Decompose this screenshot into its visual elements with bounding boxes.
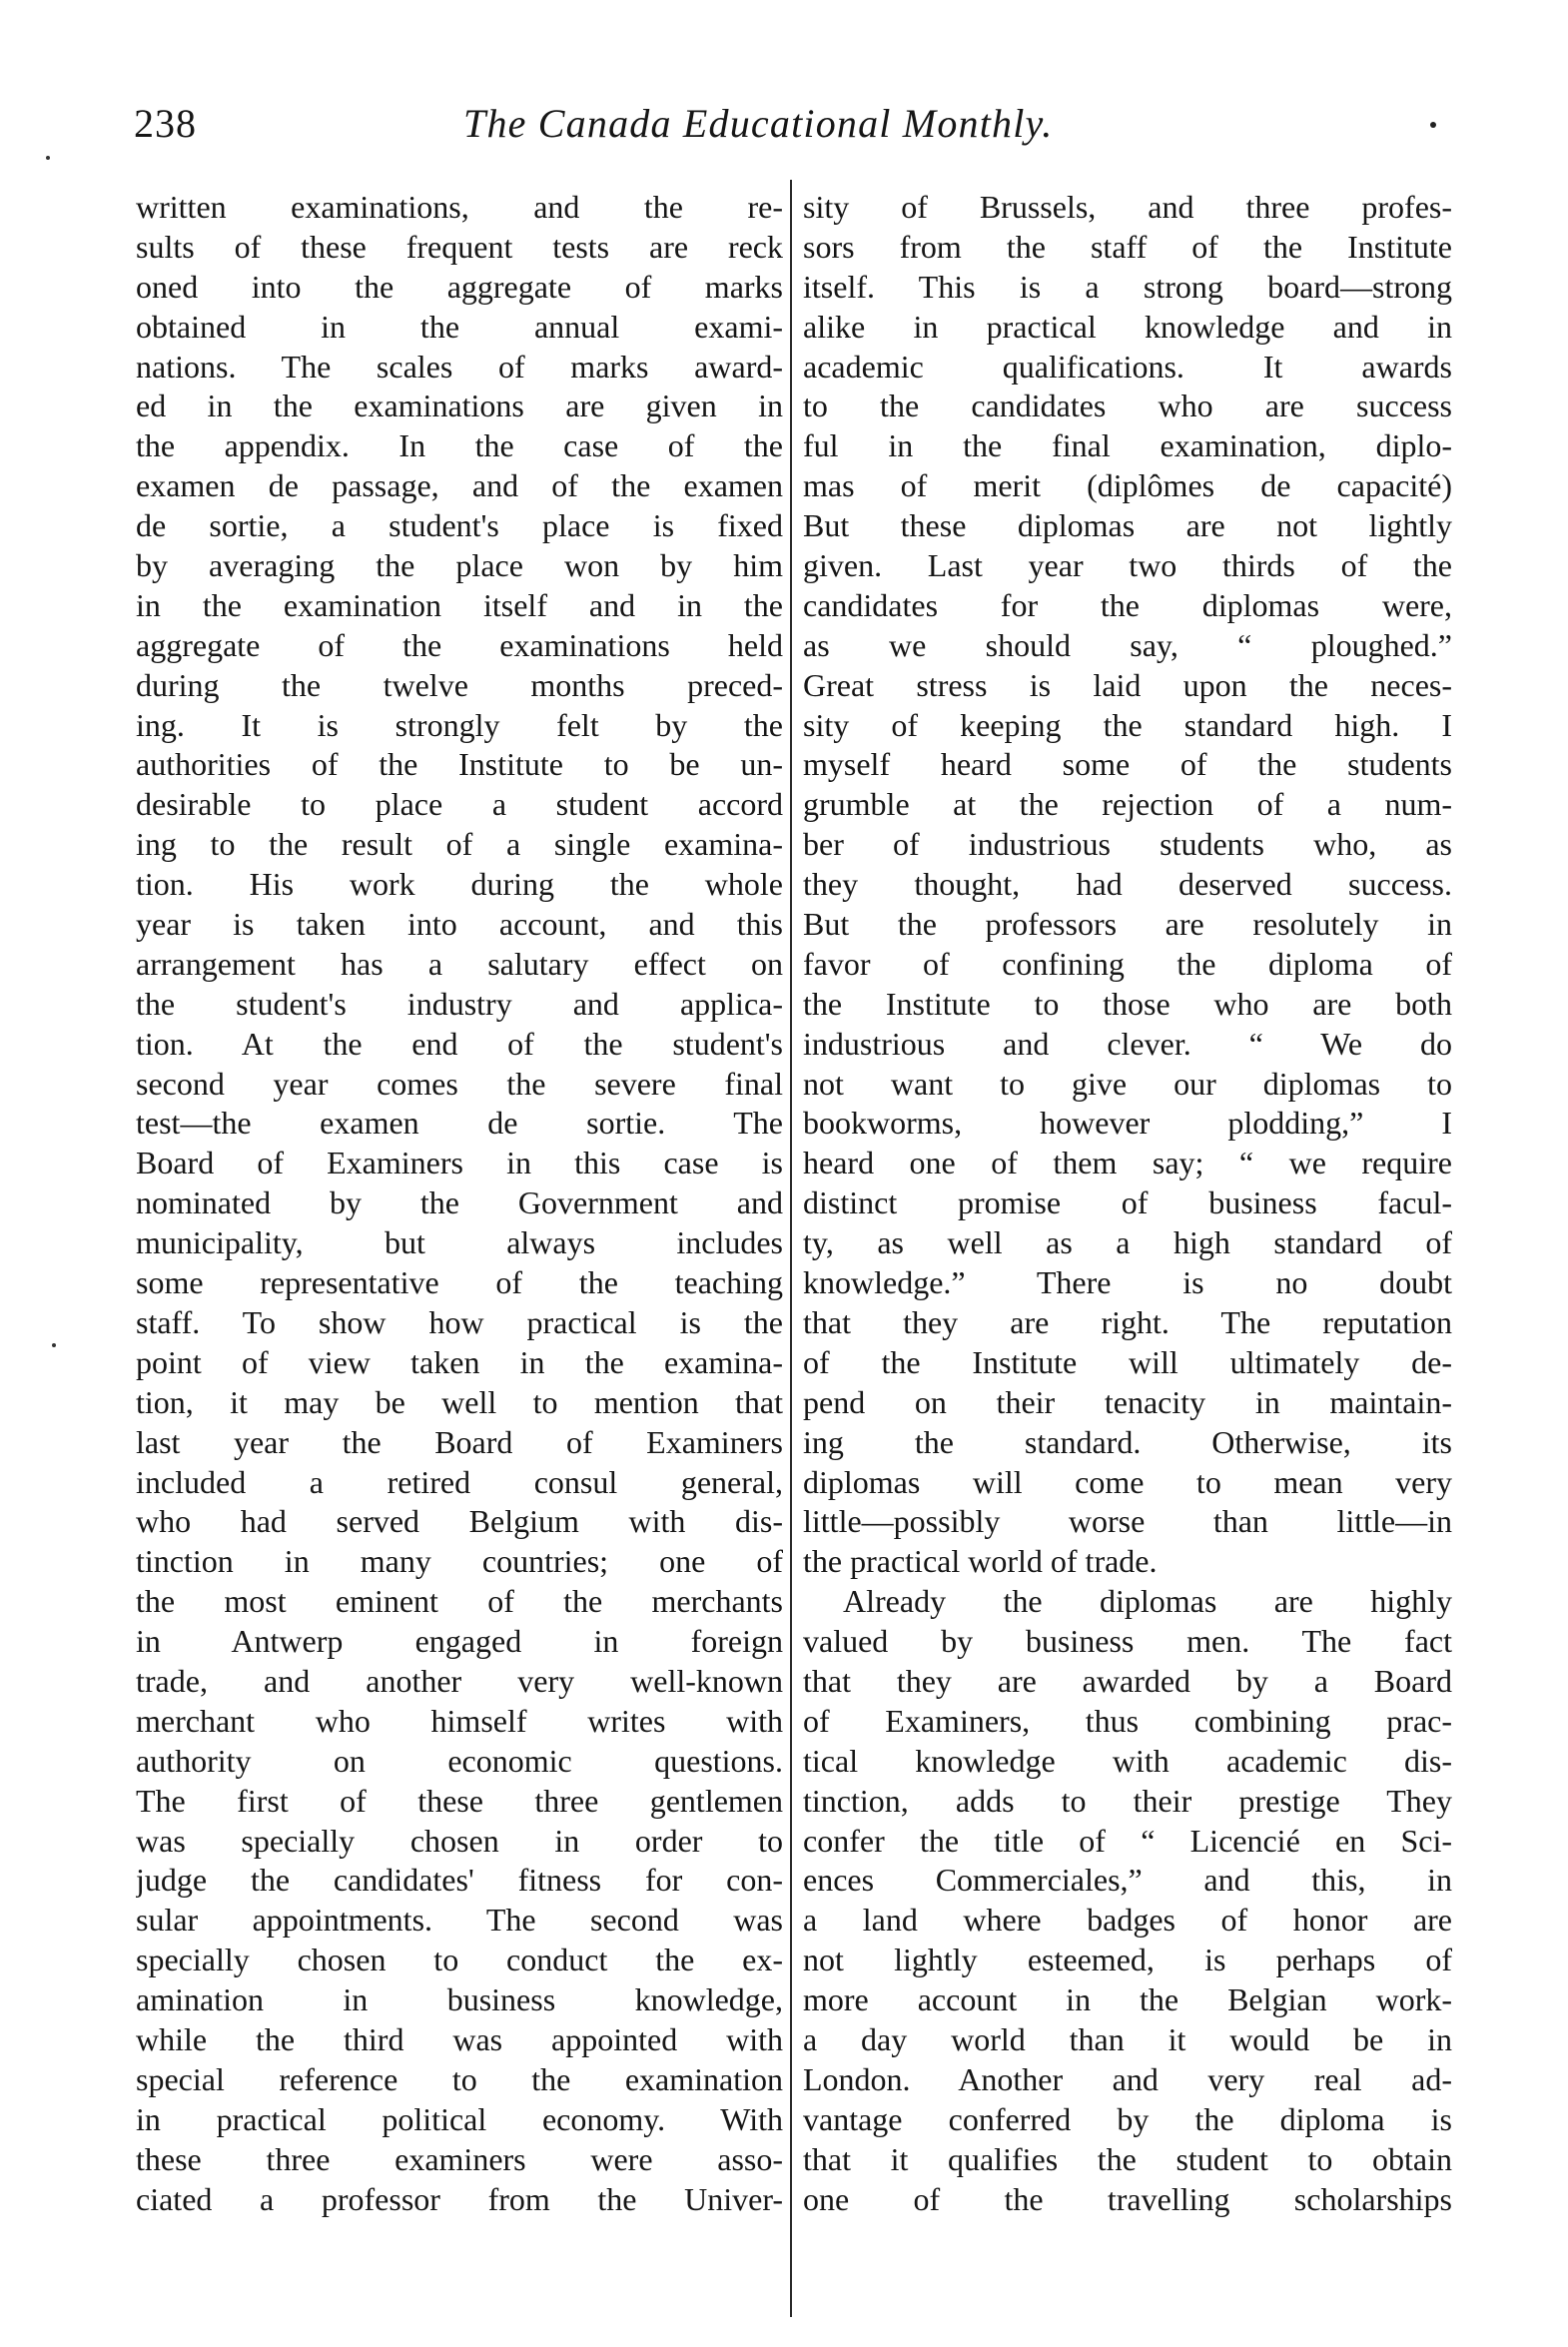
text-line: in Antwerp engaged in foreign <box>136 1623 783 1660</box>
text-line: that they are awarded by a Board <box>803 1662 1452 1699</box>
text-line: who had served Belgium with dis- <box>136 1503 783 1540</box>
text-line: the practical world of trade. <box>803 1543 1158 1580</box>
text-line: de sortie, a student's place is fixed <box>136 507 783 544</box>
text-line: some representative of the teaching <box>136 1264 783 1301</box>
text-line: the Institute to those who are both <box>803 985 1452 1022</box>
text-line: itself. This is a strong board—strong <box>803 268 1452 305</box>
text-line: last year the Board of Examiners <box>136 1423 783 1460</box>
text-line: judge the candidates' fitness for con- <box>136 1862 783 1899</box>
text-line: written examinations, and the re- <box>136 189 783 225</box>
right-text-column <box>803 188 1452 2219</box>
text-line: these three examiners were asso- <box>136 2140 783 2177</box>
text-line: nominated by the Government and <box>136 1184 783 1221</box>
text-line: nations. The scales of marks award- <box>136 348 783 385</box>
text-line: Great stress is laid upon the neces- <box>803 666 1452 703</box>
text-line: But these diplomas are not lightly <box>803 507 1452 544</box>
text-line: sors from the staff of the Institute <box>803 228 1452 265</box>
text-line: obtained in the annual exami- <box>136 308 783 345</box>
text-line: was specially chosen in order to <box>136 1822 783 1859</box>
text-line: But the professors are resolutely in <box>803 906 1452 943</box>
text-line: tinction in many countries; one of <box>136 1543 783 1580</box>
text-line: second year comes the severe final <box>136 1065 783 1102</box>
text-line: alike in practical knowledge and in <box>803 308 1452 345</box>
text-line: tinction, adds to their prestige They <box>803 1782 1452 1819</box>
margin-speck <box>46 156 50 160</box>
text-line: diplomas will come to mean very <box>803 1463 1452 1500</box>
text-line: test—the examen de sortie. The <box>136 1105 783 1142</box>
text-line: favor of confining the diploma of <box>803 945 1452 982</box>
text-line: special reference to the examination <box>136 2060 783 2097</box>
text-line: heard one of them say; “ we require <box>803 1145 1452 1181</box>
text-line: not want to give our diplomas to <box>803 1065 1452 1102</box>
text-line: knowledge.” There is no doubt <box>803 1264 1452 1301</box>
text-line: a land where badges of honor are <box>803 1902 1452 1939</box>
text-line: distinct promise of business facul- <box>803 1184 1452 1221</box>
text-line: little—possibly worse than little—in <box>803 1503 1452 1540</box>
text-line: by averaging the place won by him <box>136 547 783 584</box>
text-line: sular appointments. The second was <box>136 1902 783 1939</box>
text-line: while the third was appointed with <box>136 2020 783 2057</box>
text-line: as we should say, “ ploughed.” <box>803 626 1452 663</box>
text-line: in the examination itself and in the <box>136 586 783 623</box>
running-title: The Canada Educational Monthly. <box>463 101 1054 146</box>
margin-speck <box>52 1343 56 1347</box>
text-line: not lightly esteemed, is perhaps of <box>803 1942 1452 1978</box>
text-line: staff. To show how practical is the <box>136 1303 783 1340</box>
text-line: examen de passage, and of the examen <box>136 467 783 504</box>
text-line: ciated a professor from the Univer- <box>136 2180 783 2217</box>
text-line: pend on their tenacity in maintain- <box>803 1383 1452 1420</box>
text-line: The first of these three gentlemen <box>136 1782 783 1819</box>
text-line: industrious and clever. “ We do <box>803 1025 1452 1062</box>
text-line: that it qualifies the student to obtain <box>803 2140 1452 2177</box>
text-line: specially chosen to conduct the ex- <box>136 1942 783 1978</box>
text-line: arrangement has a salutary effect on <box>136 945 783 982</box>
text-line: ful in the final examination, diplo- <box>803 427 1452 464</box>
text-line: tion. His work during the whole <box>136 866 783 903</box>
text-line: included a retired consul general, <box>136 1463 783 1500</box>
text-line: tion, it may be well to mention that <box>136 1383 783 1420</box>
text-line: merchant who himself writes with <box>136 1702 783 1739</box>
text-line: the most eminent of the merchants <box>136 1583 783 1620</box>
text-line: amination in business knowledge, <box>136 1981 783 2018</box>
text-line: desirable to place a student accord <box>136 786 783 823</box>
text-line: candidates for the diplomas were, <box>803 586 1452 623</box>
column-divider <box>790 180 792 2317</box>
text-line: during the twelve months preced- <box>136 666 783 703</box>
text-line: mas of merit (diplômes de capacité) <box>803 467 1452 504</box>
text-line: they thought, had deserved success. <box>803 866 1452 903</box>
text-line: point of view taken in the examina- <box>136 1343 783 1380</box>
text-line: municipality, but always includes <box>136 1224 783 1261</box>
text-line: ed in the examinations are given in <box>136 388 783 424</box>
text-line: a day world than it would be in <box>803 2020 1452 2057</box>
text-line: sity of Brussels, and three profes- <box>803 189 1452 225</box>
text-line: Already the diplomas are highly <box>843 1583 1452 1620</box>
text-line: bookworms, however plodding,” I <box>803 1105 1452 1142</box>
text-line: given. Last year two thirds of the <box>803 547 1452 584</box>
text-line: ing the standard. Otherwise, its <box>803 1423 1452 1460</box>
text-line: year is taken into account, and this <box>136 906 783 943</box>
text-line: sults of these frequent tests are reck <box>136 228 783 265</box>
text-line: academic qualifications. It awards <box>803 348 1452 385</box>
text-line: oned into the aggregate of marks <box>136 268 783 305</box>
text-line: Board of Examiners in this case is <box>136 1145 783 1181</box>
text-line: tion. At the end of the student's <box>136 1025 783 1062</box>
text-line: authority on economic questions. <box>136 1742 783 1779</box>
text-line: London. Another and very real ad- <box>803 2060 1452 2097</box>
text-line: myself heard some of the students <box>803 746 1452 783</box>
text-line: ing. It is strongly felt by the <box>136 706 783 743</box>
text-line: in practical political economy. With <box>136 2100 783 2137</box>
text-line: ences Commerciales,” and this, in <box>803 1862 1452 1899</box>
text-line: aggregate of the examinations held <box>136 626 783 663</box>
text-line: ing to the result of a single examina- <box>136 826 783 863</box>
text-line: ber of industrious students who, as <box>803 826 1452 863</box>
text-line: vantage conferred by the diploma is <box>803 2100 1452 2137</box>
text-line: the appendix. In the case of the <box>136 427 783 464</box>
text-line: of Examiners, thus combining prac- <box>803 1702 1452 1739</box>
text-line: of the Institute will ultimately de- <box>803 1343 1452 1380</box>
running-header <box>134 100 1432 160</box>
text-line: to the candidates who are success <box>803 388 1452 424</box>
text-line: valued by business men. The fact <box>803 1623 1452 1660</box>
text-line: the student's industry and applica- <box>136 985 783 1022</box>
text-line: authorities of the Institute to be un- <box>136 746 783 783</box>
page-number: 238 <box>134 101 197 146</box>
text-line: trade, and another very well-known <box>136 1662 783 1699</box>
text-line: that they are right. The reputation <box>803 1303 1452 1340</box>
text-line: ty, as well as a high standard of <box>803 1224 1452 1261</box>
text-line: tical knowledge with academic dis- <box>803 1742 1452 1779</box>
left-text-column <box>136 188 783 2219</box>
text-line: grumble at the rejection of a num- <box>803 786 1452 823</box>
header-dot <box>1430 122 1436 128</box>
text-line: more account in the Belgian work- <box>803 1981 1452 2018</box>
text-line: confer the title of “ Licencié en Sci- <box>803 1822 1452 1859</box>
text-line: sity of keeping the standard high. I <box>803 706 1452 743</box>
text-line: one of the travelling scholarships <box>803 2180 1452 2217</box>
